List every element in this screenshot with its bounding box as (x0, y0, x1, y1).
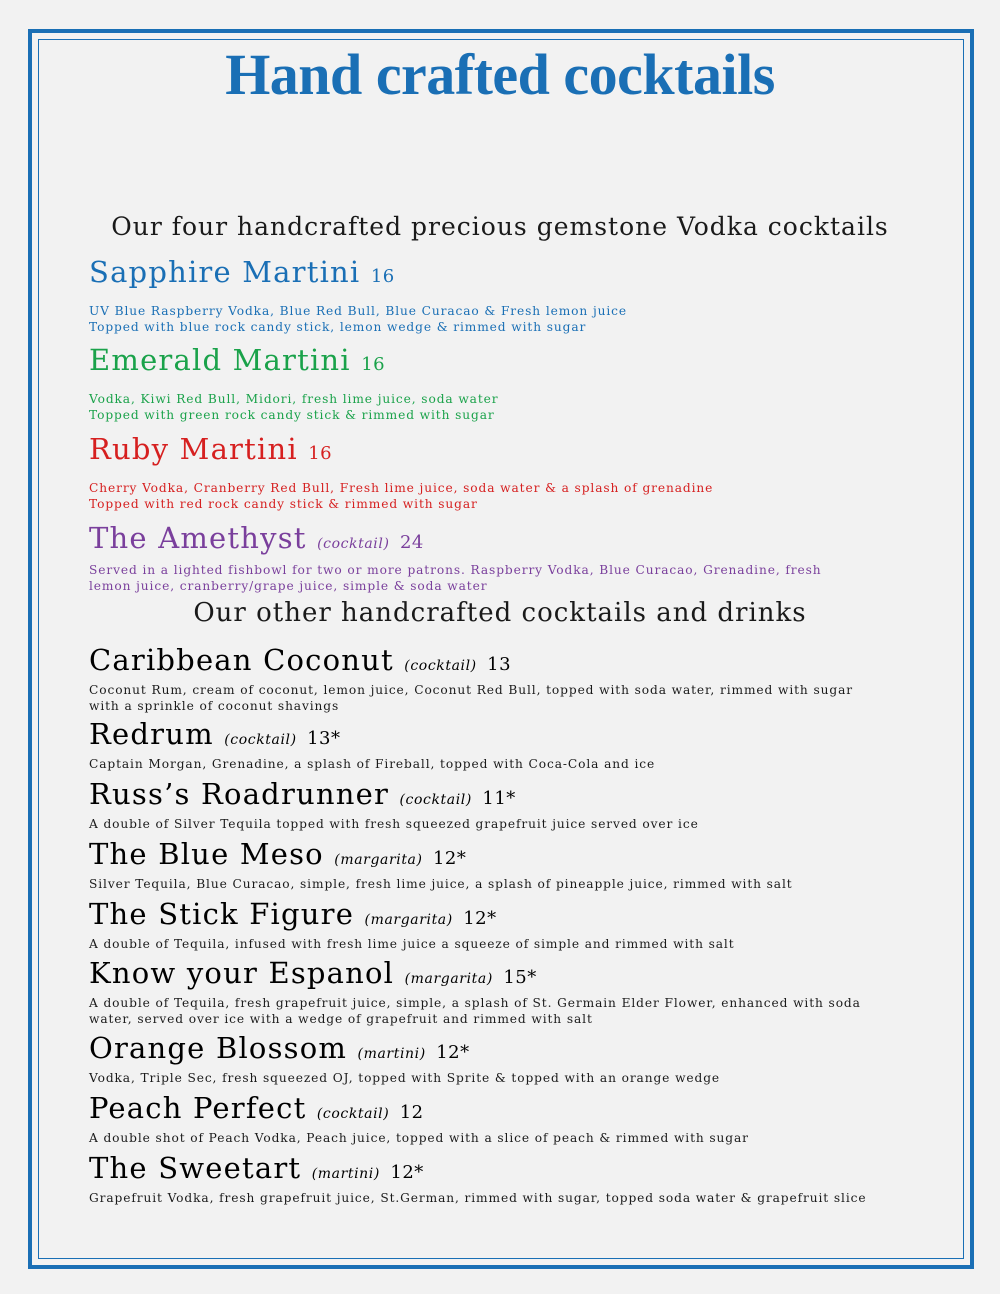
item-name: The Stick Figure (89, 897, 355, 931)
item-description: A double shot of Peach Vodka, Peach juice, topped with a slice of peach & rimmed with sugar (89, 1131, 749, 1145)
item-price: 13* (307, 728, 341, 749)
item-description: Silver Tequila, Blue Curacao, simple, fresh lime juice, a splash of pineapple juice, rimmed with salt (89, 877, 793, 891)
item-tag: (margarita) (364, 912, 453, 928)
item-price: 13 (487, 654, 512, 675)
item-name: Caribbean Coconut (89, 643, 394, 677)
item-description: Cherry Vodka, Cranberry Red Bull, Fresh lime juice, soda water & a splash of grenadine Topped with red rock candy stick & rimmed with sugar (89, 481, 714, 511)
menu-item-the-sweetart (89, 1151, 929, 1207)
menu-item-ruby-martini (89, 432, 929, 512)
menu-item-russs-roadrunner (89, 777, 929, 833)
item-tag: (margarita) (334, 852, 423, 868)
item-price: 12 (399, 1102, 424, 1123)
item-description: A double of Tequila, infused with fresh lime juice a squeeze of simple and rimmed with salt (89, 937, 735, 951)
item-tag: (cocktail) (316, 1106, 390, 1122)
item-name: The Blue Meso (89, 837, 324, 871)
menu-item-the-blue-meso (89, 837, 929, 893)
item-description: Grapefruit Vodka, fresh grapefruit juice, St.German, rimmed with sugar, topped soda water & grapefruit slice (89, 1191, 867, 1205)
menu-item-know-your-espanol (89, 956, 929, 1027)
item-price: 16 (308, 443, 333, 464)
item-description: Served in a lighted fishbowl for two or more patrons. Raspberry Vodka, Blue Curacao, Grenadine, fresh lemon juice, cranberry/grape juice, simple & soda water (89, 563, 822, 593)
item-tag: (martini) (357, 1046, 426, 1062)
item-description: Vodka, Triple Sec, fresh squeezed OJ, topped with Sprite & topped with an orange wedge (89, 1071, 721, 1085)
item-tag: (cocktail) (404, 658, 477, 674)
section-heading-other: Our other handcrafted cocktails and drinks (193, 598, 807, 628)
menu-title: Hand crafted cocktails (225, 42, 775, 107)
item-price: 16 (370, 266, 395, 287)
menu-item-caribbean-coconut (89, 643, 929, 714)
item-price: 12* (390, 1162, 424, 1183)
item-description: A double of Tequila, fresh grapefruit juice, simple, a splash of St. Germain Elder Flower, enhanced with soda water, served over ice with a wedge of grapefruit and rimmed with salt (89, 996, 861, 1026)
item-name: Know your Espanol (89, 956, 395, 990)
item-name: Redrum (89, 717, 214, 751)
menu-item-the-amethyst (89, 521, 929, 594)
item-name: The Sweetart (89, 1151, 302, 1185)
item-price: 11* (482, 788, 516, 809)
item-name: The Amethyst (89, 521, 307, 555)
item-price: 15* (503, 967, 537, 988)
item-tag: (cocktail) (224, 732, 297, 748)
item-price: 12* (436, 1042, 470, 1063)
item-name: Ruby Martini (89, 432, 298, 466)
item-price: 12* (463, 908, 497, 929)
menu-item-emerald-martini (89, 343, 929, 423)
item-price: 12* (432, 848, 467, 869)
item-name: Emerald Martini (89, 343, 351, 377)
item-description: A double of Silver Tequila topped with fresh squeezed grapefruit juice served over ice (89, 817, 699, 831)
item-tag: (cocktail) (399, 792, 472, 808)
item-tag: (cocktail) (317, 536, 390, 552)
item-tag: (martini) (311, 1166, 380, 1182)
item-description: Vodka, Kiwi Red Bull, Midori, fresh lime juice, soda water Topped with green rock candy stick & rimmed with sugar (89, 392, 499, 422)
item-price: 24 (399, 532, 424, 553)
item-description: Coconut Rum, cream of coconut, lemon juice, Coconut Red Bull, topped with soda water, rimmed with sugar with a sprinkle of coconut shavings (89, 683, 853, 713)
item-name: Orange Blossom (89, 1031, 348, 1065)
menu-item-sapphire-martini (89, 255, 929, 335)
item-name: Sapphire Martini (89, 255, 361, 289)
item-tag: (margarita) (404, 971, 493, 987)
menu-item-the-stick-figure (89, 897, 929, 953)
menu-item-peach-perfect (89, 1091, 929, 1147)
section-heading-gemstone: Our four handcrafted precious gemstone Vodka cocktails (111, 212, 889, 241)
item-price: 16 (361, 354, 386, 375)
item-description: UV Blue Raspberry Vodka, Blue Red Bull, Blue Curacao & Fresh lemon juice Topped with blue rock candy stick, lemon wedge & rimmed with sugar (89, 304, 628, 334)
menu-item-orange-blossom (89, 1031, 929, 1087)
item-name: Russ’s Roadrunner (89, 777, 390, 811)
item-name: Peach Perfect (89, 1091, 307, 1125)
menu-item-redrum (89, 717, 929, 773)
item-description: Captain Morgan, Grenadine, a splash of Fireball, topped with Coca-Cola and ice (89, 757, 656, 771)
